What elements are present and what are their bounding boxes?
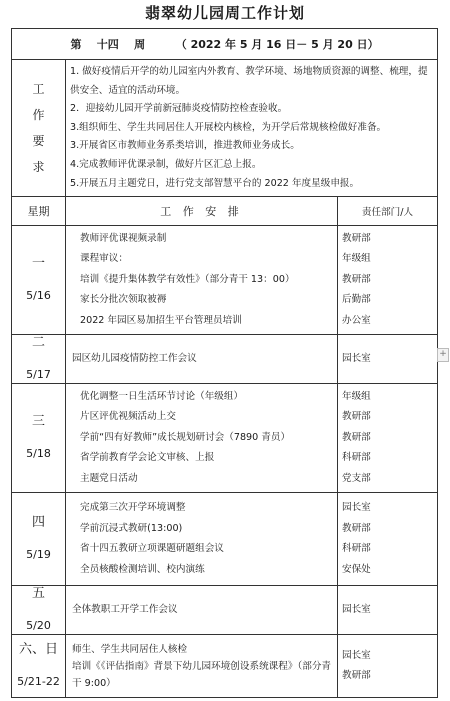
dept-item: 园长室 [342, 501, 371, 513]
dept-list [338, 493, 438, 586]
task-item: 省十四五教研立项课题研题组会议 [80, 543, 224, 555]
requirement-item: 5.开展五月主题党日，进行党支部智慧平台的 2022 年度星级申报。 [70, 177, 360, 189]
day-row-thu [12, 493, 438, 586]
task-item: 主题党日活动 [80, 473, 138, 485]
dept-item: 年级组 [342, 390, 371, 402]
task-item: 片区评优视频活动上交 [80, 411, 176, 423]
day-cell: 四 5/19 [12, 493, 66, 586]
dept-item: 科研部 [342, 452, 371, 464]
day-row-mon [12, 226, 438, 335]
week-cell [12, 29, 438, 60]
task-item: 2022 年园区易加招生平台管理员培训 [80, 315, 242, 327]
dept-list [338, 335, 438, 384]
dept-item: 教研部 [342, 522, 371, 534]
day-row-wed [12, 384, 438, 493]
dept-item: 园长室 [342, 603, 371, 615]
day-row-weekend [12, 635, 438, 698]
dept-item: 科研部 [342, 543, 371, 555]
task-item: 学前沉浸式教研(13:00) [80, 522, 183, 534]
week-row [12, 29, 438, 60]
task-item: 培训《提升集体教学有效性》（部分青干 13：00） [80, 273, 295, 285]
day-cell: 五 5/20 [12, 586, 66, 635]
weekly-plan-table [11, 28, 438, 698]
dept-item: 园长室 [342, 352, 371, 364]
requirement-item: 3.组织师生、学生共同居住人开展校内核检，为开学后常规核检做好准备。 [70, 121, 387, 133]
dept-item: 办公室 [342, 315, 371, 327]
day-cell: 三 5/18 [12, 384, 66, 493]
day-cell: 一 5/16 [12, 226, 66, 335]
day-cell: 六、日 5/21-22 [12, 635, 66, 698]
task-item: 优化调整一日生活环节讨论（年级组） [80, 390, 244, 402]
header-day: 星期 [12, 197, 66, 226]
task-item: 课程审议： [80, 253, 128, 265]
task-list [66, 384, 338, 493]
day-row-tue [12, 335, 438, 384]
page-title: 翡翠幼儿园周工作计划 [144, 4, 305, 22]
header-dept: 责任部门/人 [338, 197, 438, 226]
header-row [12, 197, 438, 226]
requirements-label: 工 作 要 求 [12, 60, 66, 197]
requirement-item: 3.开展省区市教师业务系类培训，推进教师业务成长。 [70, 140, 300, 152]
task-item: 园区幼儿园疫情防控工作会议 [72, 352, 197, 364]
dept-item: 教研部 [342, 232, 371, 244]
week-range: （ 2022 年 5 月 16 日－ 5 月 20 日） [175, 38, 379, 51]
dept-item: 年级组 [342, 253, 371, 265]
dept-item: 教研部 [342, 411, 371, 423]
task-list [66, 586, 338, 635]
task-list [66, 335, 338, 384]
dept-item: 教研部 [342, 431, 371, 443]
task-item: 家长分批次领取被褥 [80, 294, 167, 306]
task-list [66, 493, 338, 586]
week-label: 第 十四 周 [70, 38, 146, 51]
task-item: 教师评优课视频录制 [80, 232, 167, 244]
expand-row-icon[interactable]: + [437, 348, 449, 362]
dept-list [338, 586, 438, 635]
requirement-item: 4.完成教师评优课录制，做好片区汇总上报。 [70, 158, 262, 170]
requirements-list [66, 60, 438, 197]
dept-item: 教研部 [342, 670, 371, 682]
header-work: 工 作 安 排 [66, 197, 338, 226]
task-item: 完成第三次开学环境调整 [80, 501, 186, 513]
dept-item: 安保处 [342, 563, 371, 575]
task-item: 学前“四有好教师”成长规划研讨会（7890 青员） [80, 431, 291, 443]
dept-list [338, 635, 438, 698]
task-list [66, 635, 338, 698]
dept-item: 党支部 [342, 473, 371, 485]
requirement-item: 1. 做好疫情后开学的幼儿园室内外教育、教学环境、场地物质资源的调整、梳理，提供安全、适宜的活动环境。 [70, 66, 428, 96]
requirement-item: 2．迎接幼儿园开学前新冠肺炎疫情防控检查验收。 [70, 103, 288, 115]
task-item: 全体教职工开学工作会议 [72, 603, 178, 615]
dept-list [338, 226, 438, 335]
requirements-row [12, 60, 438, 197]
dept-item: 后勤部 [342, 294, 371, 306]
task-item: 师生、学生共同居住人核检 [72, 643, 188, 655]
task-item: 培训《《评估指南》背景下幼儿园环境创设系统课程》（部分青干 9:00） [72, 660, 332, 689]
dept-item: 教研部 [342, 273, 371, 285]
task-item: 全员核酸检测培训、校内演练 [80, 563, 205, 575]
task-item: 省学前教育学会论文审核、上报 [80, 452, 215, 464]
task-list [66, 226, 338, 335]
day-cell: 二 5/17 [12, 335, 66, 384]
dept-list [338, 384, 438, 493]
day-row-fri [12, 586, 438, 635]
dept-item: 园长室 [342, 649, 371, 661]
